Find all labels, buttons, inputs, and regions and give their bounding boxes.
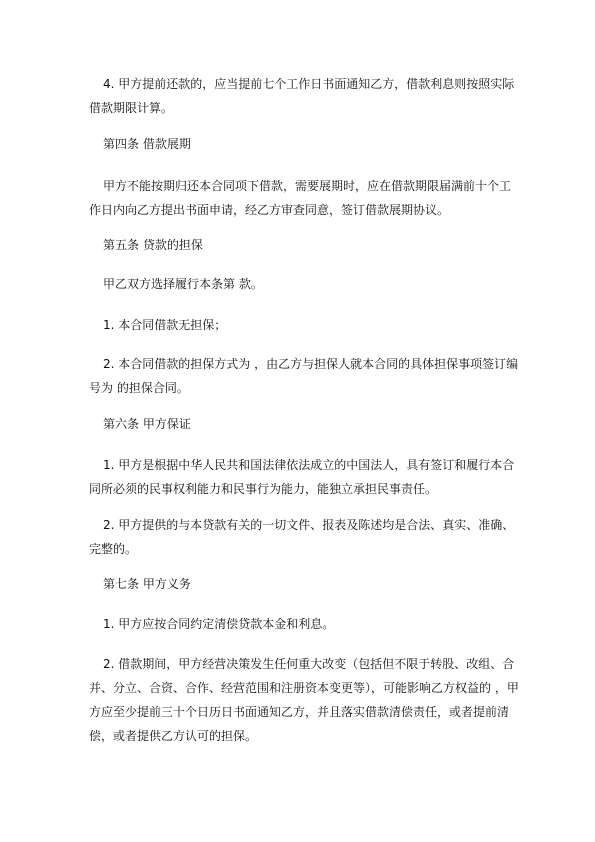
paragraph-guarantee-choice: 甲乙双方选择履行本条第 款。 <box>103 277 263 291</box>
paragraph-major-change: 2. 借款期间，甲方经营决策发生任何重大改变（包括但不限于转股、改组、合并、分立、合资、合作、经营范围和注册资本变更等），可能影响乙方权益的 ，甲方应至少提前三十个日历日书面通知乙方，并且落实借款清偿责任，或者提前清偿，或者提供乙方认可的担保。 <box>89 657 519 743</box>
paragraph-documents-true: 2. 甲方提供的与本贷款有关的一切文件、报表及陈述均是合法、真实、准确、完整的。 <box>89 518 515 556</box>
heading-article-4: 第四条 借款展期 <box>103 137 191 151</box>
paragraph-legal-person: 1. 甲方是根据中华人民共和国法律依法成立的中国法人，具有签订和履行本合同所必须的民事权利能力和民事行为能力，能独立承担民事责任。 <box>89 458 515 496</box>
heading-article-5: 第五条 贷款的担保 <box>103 238 203 252</box>
paragraph-guarantee-method: 2. 本合同借款的担保方式为 ，由乙方与担保人就本合同的具体担保事项签订编号为 的担保合同。 <box>89 357 519 395</box>
paragraph-repay-obligation: 1. 甲方应按合同约定清偿贷款本金和利息。 <box>103 617 335 631</box>
paragraph-prepayment: 4. 甲方提前还款的，应当提前七个工作日书面通知乙方，借款利息则按照实际借款期限计算。 <box>89 77 515 115</box>
heading-article-7: 第七条 甲方义务 <box>103 577 191 591</box>
heading-article-6: 第六条 甲方保证 <box>103 417 191 431</box>
paragraph-no-guarantee: 1. 本合同借款无担保； <box>103 318 227 332</box>
paragraph-extension: 甲方不能按期归还本合同项下借款，需要展期时，应在借款期限届满前十个工作日内向乙方提出书面申请，经乙方审查同意，签订借款展期协议。 <box>89 179 512 217</box>
